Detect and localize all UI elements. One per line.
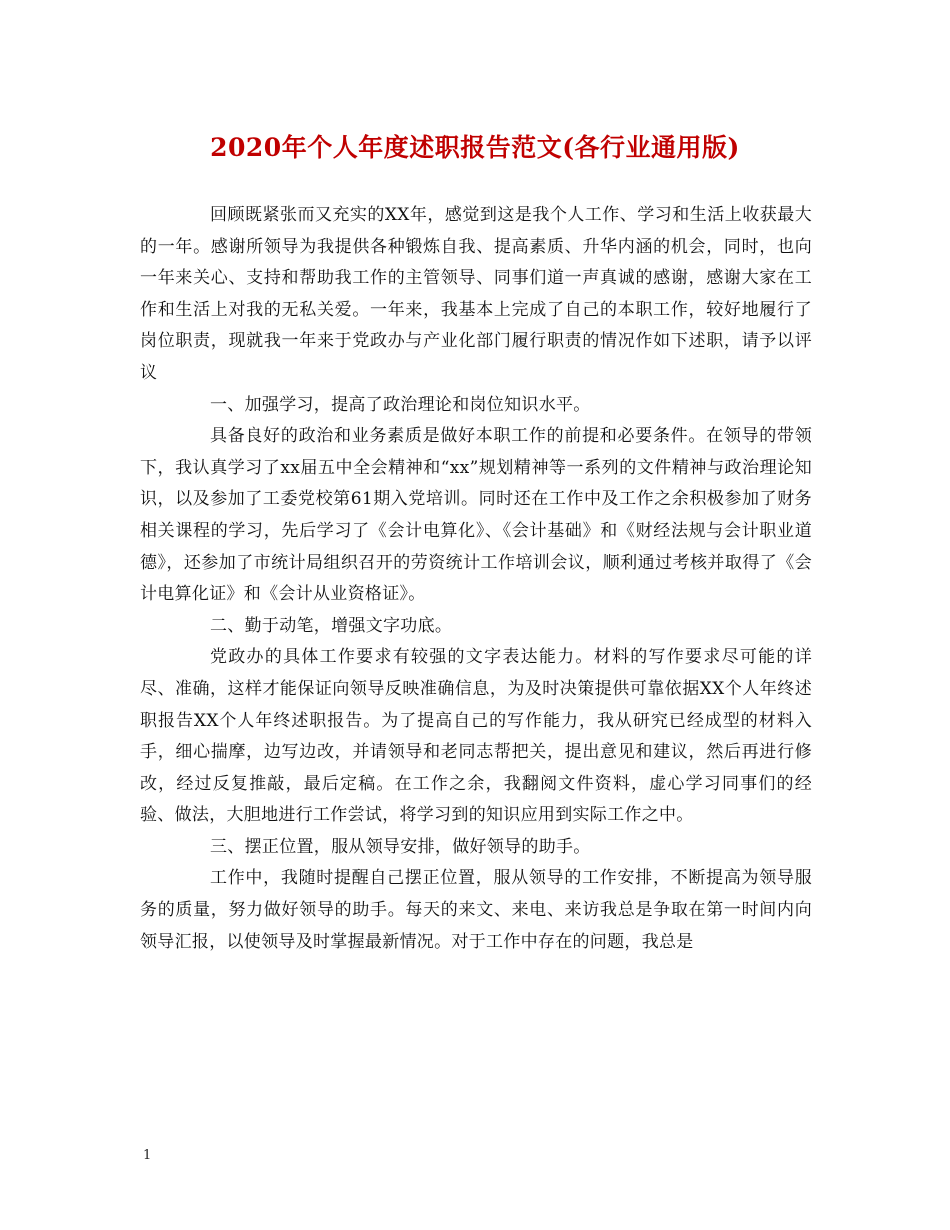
section-heading-1: 一、加强学习，提高了政治理论和岗位知识水平。	[210, 394, 591, 415]
paragraph-section-2: 党政办的具体工作要求有较强的文字表达能力。材料的写作要求尽可能的详尽、准确，这样才能保证向领导反映准确信息，为及时决策提供可靠依据XX个人年终述职报告XX个人年终述职报告。为了提高自己的写作能力，我从研究已经成型的材料入手，细心揣摩，边写边改，并请领导和老同志帮把关，提出意见和建议，然后再进行修改，经过反复推敲，最后定稿。在工作之余，我翻阅文件资料，虚心学习同事们的经验、做法，大胆地进行工作尝试，将学习到的知识应用到实际工作之中。	[140, 647, 812, 826]
section-heading-2: 二、勤于动笔，增强文字功底。	[210, 615, 453, 636]
section-heading-3: 三、摆正位置，服从领导安排，做好领导的助手。	[210, 836, 591, 857]
document-body	[140, 200, 812, 958]
paragraph-intro: 回顾既紧张而又充实的XX年，感觉到这是我个人工作、学习和生活上收获最大的一年。感谢所领导为我提供各种锻炼自我、提高素质、升华内涵的机会，同时，也向一年来关心、支持和帮助我工作的主管领导、同事们道一声真诚的感谢，感谢大家在工作和生活上对我的无私关爱。一年来，我基本上完成了自己的本职工作，较好地履行了岗位职责，现就我一年来于党政办与产业化部门履行职责的情况作如下述职，请予以评议	[140, 205, 812, 383]
document-title: 2020年个人年度述职报告范文(各行业通用版)	[210, 133, 740, 162]
paragraph-section-3: 工作中，我随时提醒自己摆正位置，服从领导的工作安排，不断提高为领导服务的质量，努力做好领导的助手。每天的来文、来电、来访我总是争取在第一时间内向领导汇报，以使领导及时掌握最新情况。对于工作中存在的问题，我总是	[140, 868, 812, 952]
paragraph-section-1: 具备良好的政治和业务素质是做好本职工作的前提和必要条件。在领导的带领下，我认真学习了xx届五中全会精神和“xx”规划精神等一系列的文件精神与政治理论知识，以及参加了工委党校第61期入党培训。同时还在工作中及工作之余积极参加了财务相关课程的学习，先后学习了《会计电算化》、《会计基础》和《财经法规与会计职业道德》，还参加了市统计局组织召开的劳资统计工作培训会议，顺利通过考核并取得了《会计电算化证》和《会计从业资格证》。	[140, 426, 812, 605]
page-number: 1	[143, 1148, 152, 1163]
